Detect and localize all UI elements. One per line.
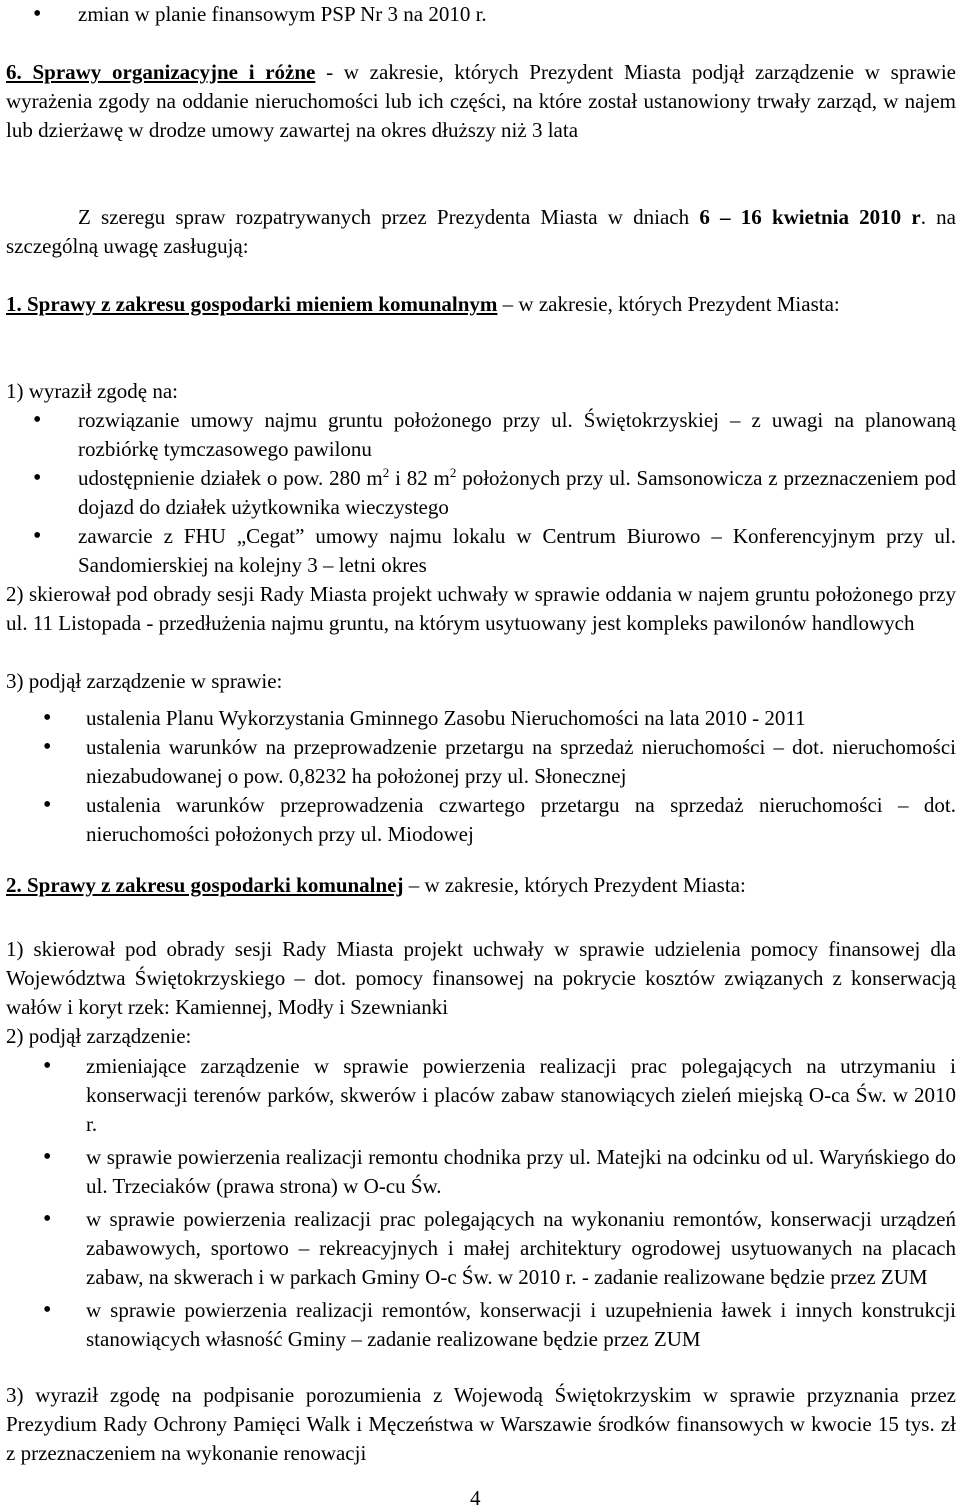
section-2-item-1: 1) skierował pod obrady sesji Rady Miasta projekt uchwały w sprawie udzielenia pomocy finansowej dla Województwa Świętokrzyskiego – dot. pomocy finansowej na pokrycie kosztów związanych z konserwacją wałów i koryt rzek: Kamiennej, Modły i Szewnianki xyxy=(6,937,956,1019)
list-item: • rozwiązanie umowy najmu gruntu położonego przy ul. Świętokrzyskiej – z uwagi na planowaną rozbiórkę tymczasowego pawilonu xyxy=(0,406,956,464)
section-2-item-3: 3) wyraził zgodę na podpisanie porozumienia z Wojewodą Świętokrzyskim w sprawie przyznania przez Prezydium Rady Ochrony Pamięci Walk i Męczeństwa w Warszawie środków finansowych w kwocie 15 tys. zł z przeznaczeniem na wykonanie renowacji xyxy=(6,1383,956,1465)
top-bullet-list xyxy=(0,0,956,29)
section-1-paragraph xyxy=(6,290,956,319)
section-2-heading: 2. Sprawy z zakresu gospodarki komunalnej xyxy=(6,873,404,897)
list-item: • w sprawie powierzenia realizacji remontu chodnika przy ul. Matejki na odcinku od ul. Waryńskiego do ul. Trzeciaków (prawa strona) w O-cu Św. xyxy=(0,1143,956,1201)
page-number: 4 xyxy=(470,1486,481,1510)
section-1-item-3-label: 3) podjął zarządzenie w sprawie: xyxy=(6,669,283,693)
section-2-text: – w zakresie, których Prezydent Miasta: xyxy=(403,873,746,897)
bullet-text: udostępnienie działek o pow. 280 m xyxy=(78,466,383,490)
section-1-item-1-label: 1) wyraził zgodę na: xyxy=(6,379,179,403)
intro-text: Z szeregu spraw rozpatrywanych przez Prezydenta Miasta w dniach xyxy=(78,205,700,229)
intro-paragraph xyxy=(6,203,956,261)
section-1-heading: 1. Sprawy z zakresu gospodarki mieniem komunalnym xyxy=(6,292,498,316)
list-item: • zawarcie z FHU „Cegat” umowy najmu lokalu w Centrum Biurowo – Konferencyjnym przy ul. Sandomierskiej na kolejny 3 – letni okres xyxy=(0,522,956,580)
section-1-item-3-list xyxy=(0,704,956,849)
list-item: • w sprawie powierzenia realizacji prac polegających na wykonaniu remontów, konserwacji urządzeń zabawowych, sportowo – rekreacyjnych i małej architektury ogrodowej usytuowanych na placach zabaw, na skwerach i w parkach Gminy O-c Św. w 2010 r. - zadanie realizowane będzie przez ZUM xyxy=(0,1205,956,1292)
section-6-heading: 6. Sprawy organizacyjne i różne xyxy=(6,60,316,84)
section-1-item-2: 2) skierował pod obrady sesji Rady Miasta projekt uchwały w sprawie oddania w najem gruntu położonego przy ul. 11 Listopada - przedłużenia najmu gruntu, na którym usytuowany jest kompleks pawilonów handlowych xyxy=(6,582,956,635)
superscript: 2 xyxy=(449,465,457,480)
list-item: • ustalenia warunków na przeprowadzenie przetargu na sprzedaż nieruchomości – dot. nieruchomości niezabudowanej o pow. 0,8232 ha położonej przy ul. Słonecznej xyxy=(0,733,956,791)
section-2-item-2-label: 2) podjął zarządzenie: xyxy=(6,1024,192,1048)
section-2-paragraph xyxy=(6,871,956,900)
list-item: • ustalenia warunków przeprowadzenia czwartego przetargu na sprzedaż nieruchomości – dot. nieruchomości położonych przy ul. Miodowej xyxy=(0,791,956,849)
intro-dates: 6 – 16 kwietnia 2010 r xyxy=(699,205,921,229)
list-item: • zmian w planie finansowym PSP Nr 3 na 2010 r. xyxy=(0,0,956,29)
section-6-text: - w zakresie, których Prezydent Miasta podjął zarządzenie w sprawie wyrażenia zgody na oddanie nieruchomości lub ich części, na które został ustanowiony trwały zarząd, w najem lub dzierżawę w drodze umowy zawartej na okres dłuższy niż 3 lata xyxy=(6,60,956,142)
list-item: • w sprawie powierzenia realizacji remontów, konserwacji i uzupełnienia ławek i innych konstrukcji stanowiących własność Gminy – zadanie realizowane będzie przez ZUM xyxy=(0,1296,956,1354)
section-6-paragraph xyxy=(6,58,956,145)
list-item: • zmieniające zarządzenie w sprawie powierzenia realizacji prac polegających na utrzymaniu i konserwacji terenów parków, skwerów i placów zabaw stanowiących zieleń miejską O-ca Św. w 2010 r. xyxy=(0,1052,956,1139)
intro-text-end: . na szczególną uwagę zasługują: xyxy=(6,205,957,258)
section-2-item-2-list xyxy=(0,1052,956,1354)
bullet-text: i 82 m xyxy=(389,466,450,490)
bullet-text: położonych przy ul. Samsonowicza z przeznaczeniem pod dojazd do działek użytkownika wieczystego xyxy=(78,466,956,519)
list-item: • ustalenia Planu Wykorzystania Gminnego Zasobu Nieruchomości na lata 2010 - 2011 xyxy=(0,704,956,733)
section-1-item-1-list xyxy=(0,406,956,580)
list-item xyxy=(0,464,956,522)
section-1-text: – w zakresie, których Prezydent Miasta: xyxy=(497,292,840,316)
superscript: 2 xyxy=(382,465,390,480)
